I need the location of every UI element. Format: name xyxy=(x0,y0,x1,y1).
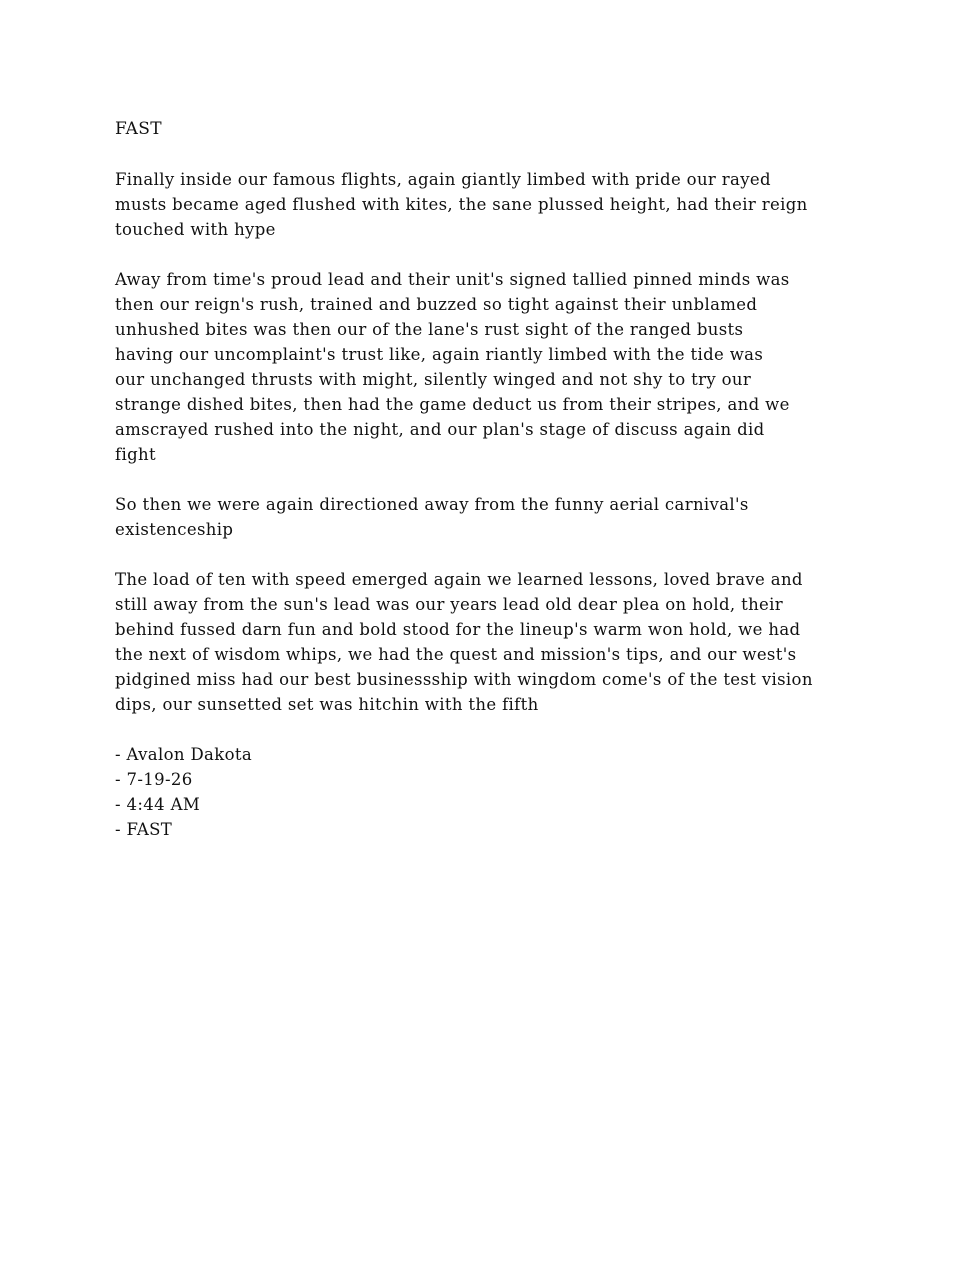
paragraph-line: Finally inside our famous flights, again giantly limbed with pride our rayed xyxy=(115,170,771,189)
paragraph-4 xyxy=(115,567,875,717)
spacer xyxy=(115,717,875,742)
paragraph-line: existenceship xyxy=(115,520,234,539)
spacer xyxy=(115,142,875,167)
paragraph-line: touched with hype xyxy=(115,220,276,239)
paragraph-line: having our uncomplaint's trust like, again riantly limbed with the tide was xyxy=(115,345,764,364)
paragraph-line: pidgined miss had our best businessship with wingdom come's of the test vision xyxy=(115,670,813,689)
paragraph-1 xyxy=(115,167,875,242)
spacer xyxy=(115,242,875,267)
paragraph-line: fight xyxy=(115,445,156,464)
signature-title: - FAST xyxy=(115,820,173,839)
paragraph-line: our unchanged thrusts with might, silently winged and not shy to try our xyxy=(115,370,752,389)
paragraph-3 xyxy=(115,492,875,542)
paragraph-line: strange dished bites, then had the game deduct us from their stripes, and we xyxy=(115,395,790,414)
signature-date: - 7-19-26 xyxy=(115,770,193,789)
spacer xyxy=(115,542,875,567)
paragraph-line: amscrayed rushed into the night, and our plan's stage of discuss again did xyxy=(115,420,765,439)
signature-author: - Avalon Dakota xyxy=(115,745,253,764)
document-page xyxy=(115,117,875,842)
paragraph-line: the next of wisdom whips, we had the quest and mission's tips, and our west's xyxy=(115,645,797,664)
signature-time: - 4:44 AM xyxy=(115,795,201,814)
paragraph-line: then our reign's rush, trained and buzzed so tight against their unblamed xyxy=(115,295,758,314)
paragraph-line: Away from time's proud lead and their unit's signed tallied pinned minds was xyxy=(115,270,790,289)
spacer xyxy=(115,467,875,492)
paragraph-line: musts became aged flushed with kites, the sane plussed height, had their reign xyxy=(115,195,808,214)
paragraph-line: unhushed bites was then our of the lane's rust sight of the ranged busts xyxy=(115,320,744,339)
paragraph-line: still away from the sun's lead was our years lead old dear plea on hold, their xyxy=(115,595,784,614)
document-title: FAST xyxy=(115,119,162,139)
signature-block xyxy=(115,742,875,842)
paragraph-2 xyxy=(115,267,875,467)
paragraph-line: So then we were again directioned away from the funny aerial carnival's xyxy=(115,495,749,514)
paragraph-line: dips, our sunsetted set was hitchin with the fifth xyxy=(115,695,539,714)
paragraph-line: The load of ten with speed emerged again we learned lessons, loved brave and xyxy=(115,570,803,589)
paragraph-line: behind fussed darn fun and bold stood for the lineup's warm won hold, we had xyxy=(115,620,801,639)
